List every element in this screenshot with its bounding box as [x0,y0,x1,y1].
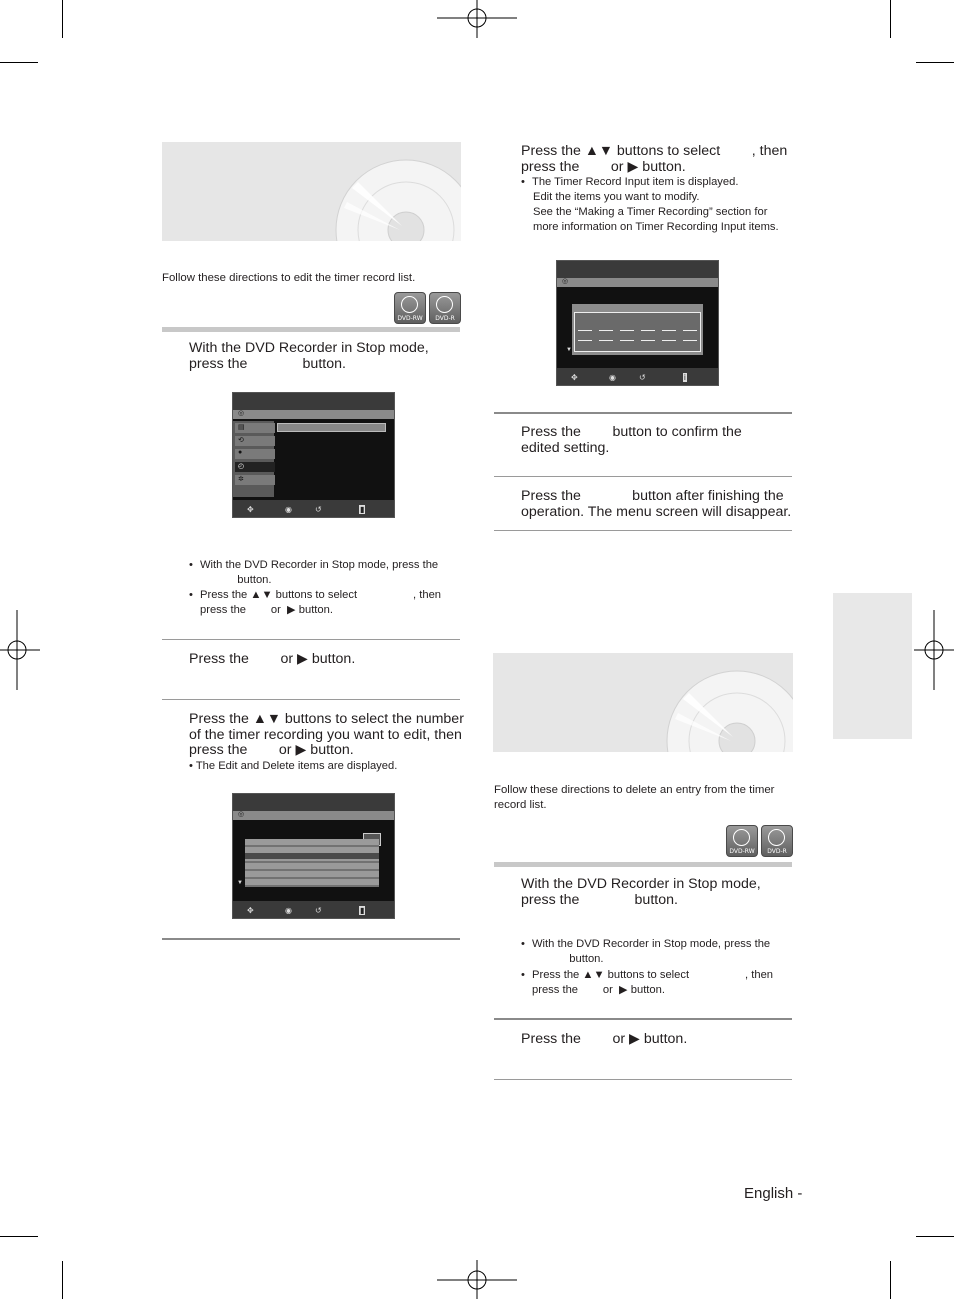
dvd-rw-badge: DVD-RW [726,825,758,857]
move-icon: ✥ [571,373,578,382]
ok-icon: ◉ [285,505,292,514]
input-fields [578,340,698,341]
step-6: Press the button after finishing the operation. The menu screen will disappear. [521,488,792,520]
step-1: With the DVD Recorder in Stop mode, press the button. [521,876,761,908]
page-footer-language: English - [744,1185,803,1202]
step-3: Press the ▲▼ buttons to select the number of the timer recording you want to edit, then press the or ▶ button. [189,711,464,758]
disc-graphic-icon [493,653,793,752]
step-3-note: • The Edit and Delete items are displayed. [189,760,398,772]
info-icon: i [684,373,686,382]
crop-mark [62,1261,63,1299]
crop-mark [916,62,954,63]
osd-timer-list-screen: ◎ ▼ ✥ ◉ ↺ ▮ [232,793,395,919]
timer-input-box [572,304,703,355]
side-section-tab [833,593,912,739]
divider [494,530,792,531]
registration-mark-bottom [437,1260,517,1299]
scroll-down-icon: ▼ [566,347,572,353]
crop-mark [62,0,63,38]
divider [494,1079,792,1080]
exit-icon: ▮ [360,906,365,915]
divider [162,639,460,640]
disc-graphic-icon [162,142,461,241]
menu-sidebar [233,421,274,497]
timer-list-table [245,839,379,887]
osd-timer-input-screen: ◎ ▼ ✥ ◉ ↺ i [556,260,719,386]
crop-mark [0,1236,38,1237]
divider [494,1018,792,1020]
return-icon: ↺ [315,906,322,915]
intro-text: Follow these directions to delete an entry from the timer record list. [494,784,775,812]
disc-icon [733,829,750,846]
section-header-banner [493,653,793,752]
bullet-item: • The Timer Record Input item is displayed. [521,176,739,188]
step-1: With the DVD Recorder in Stop mode, press the button. [189,340,429,372]
disc-icon [768,829,785,846]
crop-mark [0,62,38,63]
exit-icon: ▮ [360,505,365,514]
timer-list-selected-row [245,853,379,859]
crop-mark [916,1236,954,1237]
step-4-notes: Edit the items you want to modify. See the “Making a Timer Recording” section for more information on Timer Recording Input items. [533,191,779,234]
gear-icon: ✲ [235,475,275,485]
return-icon: ↺ [639,373,646,382]
registration-mark-right [914,610,954,690]
bullet-item: • Press the ▲▼ buttons to select , then press the or ▶ button. [521,969,774,997]
dvd-r-badge: DVD-R [429,292,461,324]
menu-icon: ● [235,449,275,459]
disc-icon [436,296,453,313]
move-icon: ✥ [247,906,254,915]
section-end-rule [162,938,460,940]
bullet-item: • Press the ▲▼ buttons to select , then press the or ▶ button. [189,589,442,617]
step-2: Press the or ▶ button. [521,1031,688,1047]
crop-mark [890,1261,891,1299]
menu-icon: ⟲ [235,436,275,446]
section-rule [162,327,460,332]
bullet-item: • With the DVD Recorder in Stop mode, press the button. [189,559,439,587]
move-icon: ✥ [247,505,254,514]
input-fields [578,330,698,331]
dvd-r-badge: DVD-R [761,825,793,857]
section-rule [494,862,792,867]
ok-icon: ◉ [609,373,616,382]
registration-mark-left [0,610,40,690]
divider [494,412,792,414]
registration-mark-top [437,0,517,40]
menu-icon: ▤ [235,423,275,433]
dvd-rw-badge: DVD-RW [394,292,426,324]
bullet-item: • With the DVD Recorder in Stop mode, press the button. [521,938,771,966]
divider [162,699,460,700]
return-icon: ↺ [315,505,322,514]
clock-icon: ◴ [235,462,275,472]
ok-icon: ◉ [285,906,292,915]
step-4: Press the ▲▼ buttons to select , then press the or ▶ button. [521,143,788,175]
scroll-down-icon: ▼ [237,880,243,886]
menu-selection-bar [277,423,386,432]
step-5: Press the button to confirm the edited setting. [521,424,742,456]
osd-menu-screen: ◎ ▤ ⟲ ● ◴ ✲ ✥ ◉ ↺ ▮ [232,392,395,518]
intro-text: Follow these directions to edit the timer record list. [162,272,416,284]
crop-mark [890,0,891,38]
divider [494,476,792,477]
section-header-banner [162,142,461,241]
disc-icon [401,296,418,313]
step-2: Press the or ▶ button. [189,651,356,667]
